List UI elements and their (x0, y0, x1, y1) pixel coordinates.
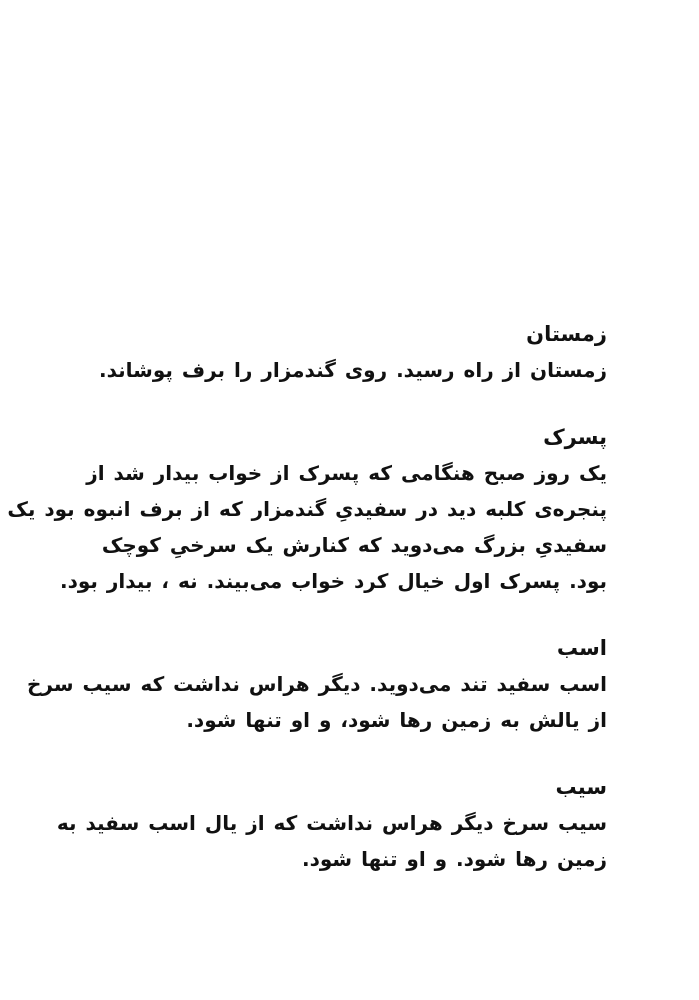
section-paragraph (56, 805, 607, 877)
paragraph-line: اسب سفید تند می‌دوید. دیگر هراس نداشت که سیب سرخ (27, 672, 607, 697)
section-paragraph (27, 666, 607, 738)
section-title: پسرک (543, 425, 607, 450)
section-winter (99, 322, 607, 388)
section-paragraph (7, 455, 607, 599)
paragraph-line: یک روز صبح هنگامی که پسرک از خواب بیدار شد از (86, 461, 607, 486)
paragraph-line: سفیدیِ بزرگ می‌دوید که کنارش یک سرخیِ کوچک (101, 533, 607, 558)
section-title: سیب (555, 775, 607, 800)
section-boy (7, 425, 607, 599)
text-body (7, 322, 607, 915)
paragraph-line: بود. پسرک اول خیال کرد خواب می‌بیند. نه ، بیدار بود. (60, 569, 607, 594)
paragraph-line: زمین رها شود. و او تنها شود. (302, 847, 607, 872)
paragraph-line: زمستان از راه رسید. روی گندمزار را برف پوشاند. (99, 358, 607, 383)
paragraph-line: سیب سرخ دیگر هراس نداشت که از یال اسب سفید به (56, 811, 607, 836)
section-title: اسب (556, 636, 607, 661)
paragraph-line: پنجره‌ی کلبه دید در سفیدیِ گندمزار که از برف انبوه بود یک (7, 497, 607, 522)
paragraph-line: از یالش به زمین رها شود، و او تنها شود. (186, 708, 607, 733)
section-paragraph (99, 352, 607, 388)
section-apple (56, 775, 607, 877)
section-title: زمستان (526, 322, 607, 346)
section-horse (27, 636, 607, 738)
